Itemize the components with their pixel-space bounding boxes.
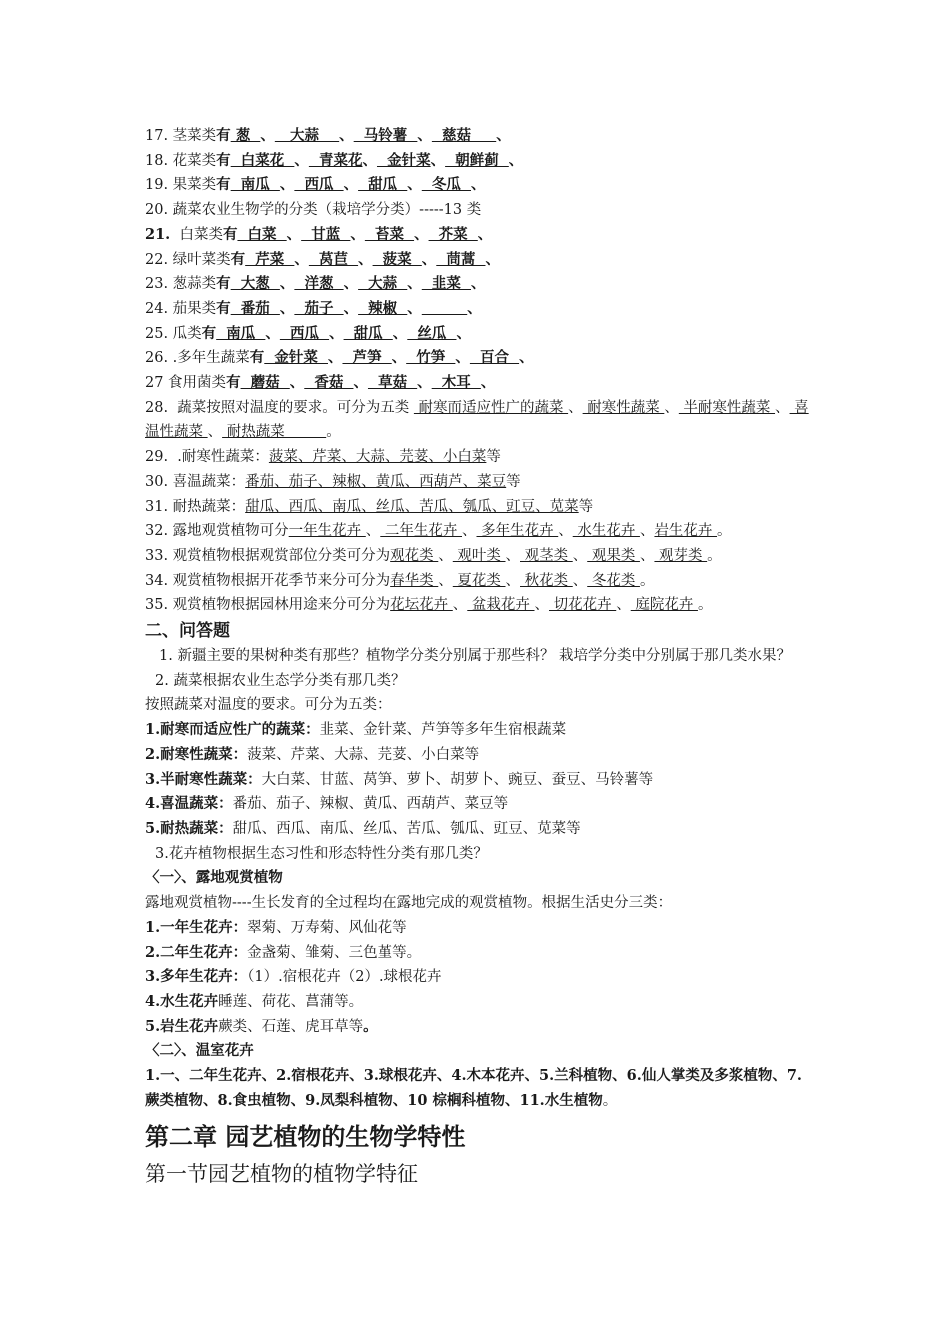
line-l23 — [145, 272, 813, 297]
answer-blank: 甜瓜 — [358, 176, 408, 194]
text-run: 30. 喜温蔬菜： — [145, 473, 246, 490]
line-q3g — [145, 1015, 813, 1040]
text-run: 18. 花菜类 — [145, 152, 217, 169]
text-run: 。 — [707, 547, 722, 564]
text-run: 、 — [485, 250, 500, 268]
text-run: 、 — [568, 399, 583, 416]
answer-blank: 金针菜 — [264, 349, 328, 367]
answer-blank: 青菜花 — [308, 151, 363, 169]
answer-blank: 朝鲜蓟 — [445, 151, 509, 169]
answer-blank: 竹笋 — [406, 349, 456, 367]
answer-blank: 菠菜 — [372, 250, 422, 268]
text-run: 、 — [329, 324, 344, 342]
line-l35 — [145, 593, 813, 618]
answer-blank: 慈菇 — [431, 127, 497, 144]
line-q2 — [145, 669, 813, 694]
text-run: 蕨类、石莲、虎耳草等 — [218, 1018, 364, 1035]
answer-blank: 观花类 — [390, 547, 439, 564]
text-run: 35. 观赏植物根据园林用途来分可分为 — [145, 597, 391, 614]
text-run: 5.耐热蔬菜： — [145, 819, 233, 837]
text-run: 〈二〉、温室花卉 — [145, 1042, 254, 1060]
answer-blank: 莴苣 — [308, 250, 359, 268]
text-run: 、 — [327, 349, 343, 367]
text-run: 。 — [697, 597, 713, 614]
answer-blank: 水生花卉 — [572, 523, 640, 540]
text-run: 、 — [480, 374, 496, 392]
text-run: 、 — [294, 250, 309, 268]
answer-blank: 芹菜 — [245, 250, 295, 268]
text-run: 有 — [222, 225, 238, 243]
answer-blank: 西瓜 — [294, 176, 344, 194]
text-run: 、 — [265, 324, 280, 342]
text-run: 19. 果菜类 — [145, 177, 217, 194]
line-l24 — [145, 297, 813, 322]
answer-blank: 芦笋 — [342, 349, 392, 367]
answer-blank: 洋葱 — [294, 275, 344, 293]
text-run: 1.耐寒而适应性广的蔬菜： — [145, 721, 320, 739]
text-run: 3.花卉植物根据生态习性和形态特性分类有那几类？ — [155, 845, 488, 862]
answer-blank: 马铃薯 — [353, 127, 418, 144]
text-run: 3.多年生花卉： — [145, 968, 248, 986]
text-run: 、 — [391, 349, 407, 367]
answer-blank: 番茄、茄子、辣椒、黄瓜、西葫芦、菜豆 — [245, 473, 507, 490]
text-run: 有 — [249, 349, 265, 367]
text-run: 31. 耐热蔬菜： — [145, 498, 246, 515]
line-l29 — [145, 445, 813, 470]
line-l26 — [145, 346, 813, 371]
answer-blank: 半耐寒性蔬菜 — [678, 399, 776, 416]
text-run: 、 — [260, 127, 275, 144]
line-q2c — [145, 743, 813, 768]
text-run: 。 — [363, 1017, 378, 1035]
text-run: 等 — [578, 498, 594, 515]
text-run: 、 — [407, 176, 422, 194]
text-run: 21. — [145, 225, 171, 243]
answer-blank: 香菇 — [304, 374, 354, 392]
line-h2 — [145, 618, 813, 644]
answer-blank: 冬瓜 — [421, 176, 471, 194]
line-q3c — [145, 916, 813, 941]
line-q3h — [145, 1039, 813, 1064]
text-run: 25. 瓜类 — [145, 325, 202, 342]
text-run: 白菜类 — [170, 226, 223, 243]
text-run: 、 — [289, 374, 305, 392]
line-q2b — [145, 718, 813, 743]
text-run: 有 — [216, 151, 231, 169]
answer-blank: 韭菜 — [421, 275, 471, 293]
answer-blank — [422, 300, 467, 317]
line-l31 — [145, 495, 813, 520]
text-run: 有 — [216, 127, 231, 144]
answer-blank: 甜瓜 — [343, 324, 393, 342]
text-run: 、 — [407, 275, 422, 293]
line-l18 — [145, 149, 813, 174]
text-run: 2. 蔬菜根据农业生态学分类有那几类？ — [155, 672, 406, 689]
text-run: 、 — [286, 225, 302, 243]
answer-blank: 春华类 — [390, 572, 439, 589]
text-run: 有 — [216, 299, 231, 317]
text-run: 1.一、二年生花卉、2.宿根花卉、3.球根花卉、4.木本花卉、5.兰科植物、6.仙人掌类及多浆植物、7.蕨类植物、8.食虫植物、9.凤梨科植物、10 棕榈科植物、11.水生植物 — [145, 1067, 802, 1109]
answer-blank: 大葱 — [230, 275, 280, 293]
answer-blank: 大蒜 — [358, 275, 408, 293]
answer-blank: 岩生花卉 — [654, 523, 718, 540]
line-q2d — [145, 768, 813, 793]
text-run: 第一节园艺植物的植物学特征 — [145, 1162, 418, 1187]
text-run: 17. 茎菜类 — [145, 128, 217, 144]
answer-blank: 茄子 — [294, 299, 344, 317]
answer-blank: 茼蒿 — [436, 250, 486, 268]
line-q2f — [145, 817, 813, 842]
text-run: 、 — [508, 151, 524, 169]
answer-blank: 辣椒 — [358, 299, 408, 317]
line-q3i — [145, 1064, 813, 1113]
answer-blank: 一年生花卉 — [288, 523, 366, 540]
text-run: 。 — [602, 1092, 618, 1109]
text-run: 、 — [664, 399, 679, 416]
text-run: 、 — [456, 324, 471, 342]
text-run: 、 — [350, 225, 365, 243]
line-l20 — [145, 198, 813, 223]
answer-blank: 白菜 — [237, 225, 287, 243]
text-run: 1.一年生花卉： — [145, 918, 248, 936]
text-run: 等 — [506, 473, 521, 490]
text-run: 、 — [392, 324, 408, 342]
line-l19 — [145, 173, 813, 198]
line-l22 — [145, 248, 813, 273]
line-l32 — [145, 519, 813, 544]
text-run: 、 — [496, 127, 511, 144]
answer-blank: 草菇 — [367, 374, 418, 392]
text-run: 二、问答题 — [145, 621, 230, 642]
line-l30 — [145, 470, 813, 495]
text-run: 1. 新疆主要的果树种类有那些？植物学分类分别属于那些科？ 栽培学分类中分别属于那几类水果？ — [159, 648, 792, 665]
line-q3b — [145, 891, 813, 916]
line-q2e — [145, 792, 813, 817]
text-run: 、 — [339, 127, 354, 144]
text-run: 、 — [558, 523, 573, 540]
line-l21 — [145, 223, 813, 248]
text-run: 韭菜、金针菜、芦笋等多年生宿根蔬菜 — [319, 722, 567, 739]
text-run: 有 — [216, 176, 231, 194]
text-run: 露地观赏植物----生长发育的全过程均在露地完成的观赏植物。根据生活史分三类： — [145, 895, 673, 912]
text-run: 、 — [362, 151, 377, 169]
text-run: 5.岩生花卉 — [145, 1017, 219, 1035]
text-run: 、 — [207, 424, 223, 441]
line-q3a — [145, 866, 813, 891]
text-run: 金盏菊、雏菊、三色堇等。 — [247, 944, 422, 961]
text-run: 、 — [343, 275, 359, 293]
answer-blank: 耐热蔬菜 — [222, 424, 327, 441]
answer-blank: 盆栽花卉 — [467, 597, 535, 614]
answer-blank: 苔菜 — [364, 225, 415, 243]
line-q1 — [145, 644, 813, 669]
text-run: 、 — [470, 275, 486, 293]
text-run: 、 — [639, 523, 655, 540]
answer-blank: 多年生花卉 — [476, 523, 559, 540]
line-l34 — [145, 569, 813, 594]
answer-blank: 葱 — [230, 127, 261, 144]
text-run: 、 — [616, 597, 631, 614]
text-run: 菠菜、芹菜、大蒜、芫荽、小白菜等 — [247, 746, 480, 763]
text-run: 、 — [417, 374, 432, 392]
text-run: 等 — [486, 449, 501, 466]
answer-blank: 白菜花 — [230, 151, 295, 169]
text-run: 28. 蔬菜按照对温度的要求。可分为五类 — [145, 399, 414, 416]
text-run: 甜瓜、西瓜、南瓜、丝瓜、苦瓜、瓠瓜、豇豆、苋菜等 — [232, 820, 581, 837]
text-run: 番茄、茄子、辣椒、黄瓜、西葫芦、菜豆等 — [232, 796, 509, 813]
text-run: 、 — [775, 399, 790, 416]
text-run: 。 — [717, 523, 732, 540]
answer-blank: 花坛花卉 — [390, 597, 453, 614]
answer-blank: 南瓜 — [230, 176, 280, 194]
text-run: 29. .耐寒性蔬菜： — [145, 449, 269, 466]
answer-blank: 秋花类 — [520, 572, 573, 589]
answer-blank: 观叶类 — [452, 547, 506, 564]
text-run: 27 食用菌类 — [145, 375, 227, 392]
text-run: 、 — [353, 374, 368, 392]
text-run: 大白菜、甘蓝、莴笋、萝卜、胡萝卜、豌豆、蚕豆、马铃薯等 — [261, 771, 654, 788]
answer-blank: 庭院花卉 — [630, 597, 698, 614]
text-run: 、 — [430, 151, 446, 169]
text-run: 、 — [455, 349, 470, 367]
text-run: 、 — [417, 127, 432, 144]
answer-blank: 切花花卉 — [549, 597, 617, 614]
line-l33 — [145, 544, 813, 569]
answer-blank: 番茄 — [230, 299, 280, 317]
text-run: 、 — [467, 299, 482, 317]
text-run: 26. .多年生蔬菜 — [145, 350, 250, 367]
answer-blank: 木耳 — [431, 374, 481, 392]
text-run: 、 — [414, 225, 429, 243]
line-ch2 — [145, 1121, 813, 1153]
text-run: 。 — [326, 424, 341, 441]
text-run: 20. 蔬菜农业生物学的分类（栽培学分类）-----13 类 — [145, 202, 482, 219]
answer-blank: 芥菜 — [428, 225, 478, 243]
text-run: 、 — [505, 547, 520, 564]
answer-blank: 耐寒而适应性广的蔬菜 — [413, 399, 569, 416]
line-q3e — [145, 965, 813, 990]
text-run: 、 — [343, 299, 359, 317]
text-run: 、 — [343, 176, 359, 194]
text-run: 3.半耐寒性蔬菜： — [145, 770, 262, 788]
answer-blank: 甜瓜、西瓜、南瓜、丝瓜、苦瓜、瓠瓜、豇豆、苋菜 — [245, 498, 579, 515]
text-run: 、 — [519, 349, 534, 367]
answer-blank: 金针菜 — [376, 151, 431, 169]
text-run: 第二章 园艺植物的生物学特性 — [145, 1122, 466, 1152]
text-run: 、 — [452, 597, 468, 614]
answer-blank: 百合 — [469, 349, 520, 367]
answer-blank: 菠菜、芹菜、大蒜、芫荽、小白菜 — [268, 449, 487, 466]
text-run: 22. 绿叶菜类 — [145, 251, 231, 268]
text-run: 4.喜温蔬菜： — [145, 795, 233, 813]
line-l25 — [145, 322, 813, 347]
text-run: 。 — [639, 572, 655, 589]
text-run: 、 — [534, 597, 549, 614]
text-run: 、 — [294, 151, 309, 169]
text-run: 、 — [572, 547, 588, 564]
text-run: 翠菊、万寿菊、风仙花等 — [247, 919, 407, 936]
text-run: 、 — [365, 523, 381, 540]
text-run: 24. 茄果类 — [145, 300, 217, 317]
answer-blank: 喜温性蔬菜 — [145, 399, 809, 441]
text-run: 、 — [279, 275, 295, 293]
text-run: （1）.宿根花卉（2）.球根花卉 — [247, 969, 442, 986]
answer-blank: 观芽类 — [654, 547, 708, 564]
text-run: 有 — [226, 374, 241, 392]
line-q3f — [145, 990, 813, 1015]
line-sec1 — [145, 1157, 813, 1191]
text-run: 、 — [279, 176, 295, 194]
answer-blank: 蘑菇 — [240, 374, 290, 392]
text-run: 有 — [216, 275, 231, 293]
text-run: 、 — [470, 176, 486, 194]
text-run: 、 — [438, 547, 453, 564]
answer-blank: 观果类 — [587, 547, 640, 564]
answer-blank: 西瓜 — [279, 324, 330, 342]
answer-blank: 二年生花卉 — [380, 523, 462, 540]
text-run: 23. 葱蒜类 — [145, 276, 217, 293]
text-run: 33. 观赏植物根据观赏部位分类可分为 — [145, 547, 391, 564]
text-run: 2.二年生花卉： — [145, 943, 248, 961]
text-run: 、 — [505, 572, 520, 589]
text-run: 有 — [201, 324, 217, 342]
line-l28 — [145, 396, 813, 445]
answer-blank: 冬花类 — [587, 572, 640, 589]
text-run: 34. 观赏植物根据开花季节来分可分为 — [145, 572, 391, 589]
answer-blank: 南瓜 — [216, 324, 266, 342]
text-run: 睡莲、荷花、菖蒲等。 — [218, 993, 364, 1010]
text-run: 32. 露地观赏植物可分 — [145, 523, 289, 540]
answer-blank: 夏花类 — [452, 572, 506, 589]
text-run: 、 — [438, 572, 453, 589]
text-run: 、 — [279, 299, 295, 317]
text-run: 、 — [639, 547, 655, 564]
text-run: 有 — [230, 250, 246, 268]
line-l27 — [145, 371, 813, 396]
line-q3 — [145, 842, 813, 867]
text-run: 4.水生花卉 — [145, 992, 219, 1010]
answer-blank: 甘蓝 — [301, 225, 351, 243]
line-l17 — [145, 124, 813, 149]
text-run: 、 — [462, 523, 477, 540]
text-run: 、 — [407, 299, 422, 317]
text-run: 、 — [421, 250, 437, 268]
text-run: 、 — [572, 572, 588, 589]
text-run: 、 — [477, 225, 493, 243]
line-q2a — [145, 693, 813, 718]
document-body — [145, 124, 813, 1191]
text-run: 〈一〉、露地观赏植物 — [145, 869, 283, 887]
line-q3d — [145, 941, 813, 966]
text-run: 、 — [358, 250, 373, 268]
answer-blank: 丝瓜 — [407, 324, 457, 342]
answer-blank: 观茎类 — [520, 547, 573, 564]
answer-blank: 耐寒性蔬菜 — [582, 399, 665, 416]
text-run: 按照蔬菜对温度的要求。可分为五类： — [145, 697, 392, 714]
text-run: 2.耐寒性蔬菜： — [145, 745, 248, 763]
answer-blank: 大蒜 — [274, 127, 340, 144]
